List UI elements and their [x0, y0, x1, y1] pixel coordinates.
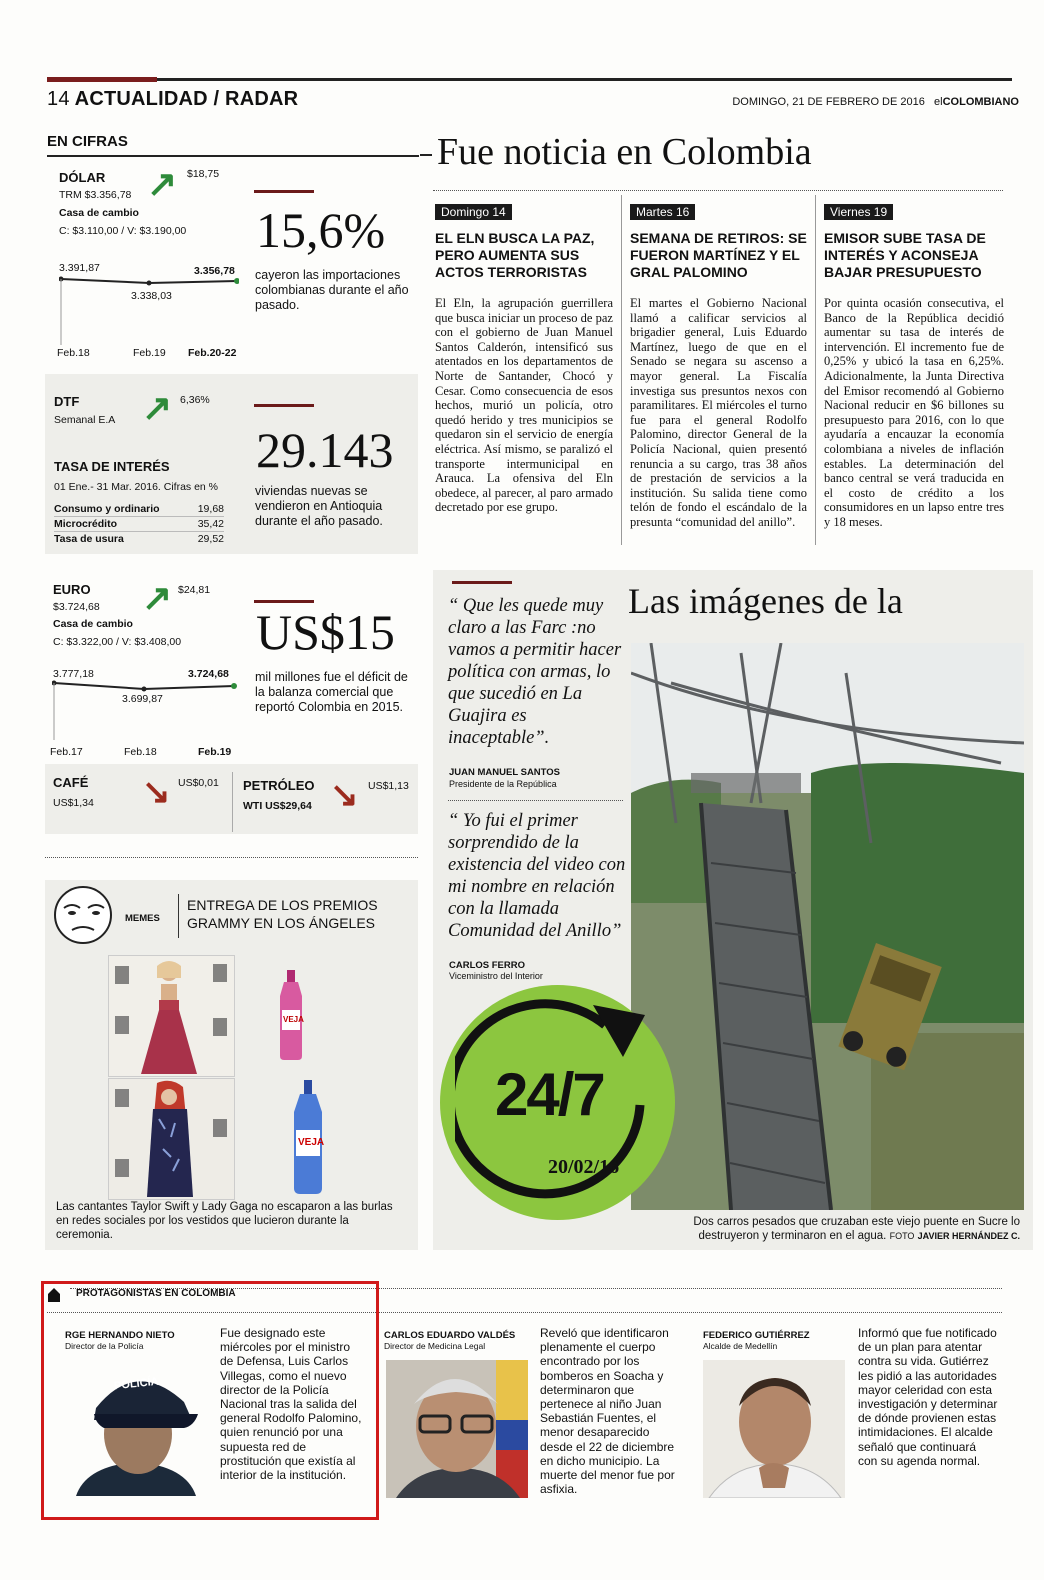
dolar-date-3: Feb.20-22 — [188, 347, 237, 359]
euro-casa-label: Casa de cambio — [53, 618, 133, 630]
quote-text: “ Yo fui el primer sorprendido de la existencia del video con mi nombre en relación con la llamada Comunidad del Anillo” — [448, 811, 626, 941]
column-divider — [621, 195, 622, 545]
person-text: Informó que fue notificado de un plan para atentar contra su vida. Gutiérrez les pidió a las autoridades mayor celeridad con esta investigación y determinar de dónde provienen estas intimidaciones. El alcalde señaló que continuará con su agenda normal. — [858, 1326, 998, 1468]
table-row — [54, 517, 224, 532]
tasa-row-name: Consumo y ordinario — [54, 503, 160, 515]
news-body: El Eln, la agrupación guerrillera que busca iniciar un proceso de paz con el gobierno de Juan Manuel Santos Calderón, intensificó sus atentados en los departamentos de Norte de Santander, Chocó y Cesar. Como consecuencia de esos hechos, murió un policía, otro quedó herido y tres municipios se quedaron sin el servicio de energía eléctrica. Así mismo, se paralizó el transporte intermunicipal en Arauca. La ofensiva del Eln obedece, al parecer, al paro armado decretado por ese grupo. — [435, 296, 613, 515]
day-tag: Martes 16 — [630, 204, 695, 220]
fact-text-2: viviendas nuevas se vendieron en Antioquia durante el año pasado. — [255, 484, 383, 528]
quote-role: Viceministro del Interior — [449, 971, 543, 981]
cafe-price: US$1,34 — [53, 797, 94, 809]
memes-tag: MEMES — [125, 913, 160, 924]
section-name: ACTUALIDAD — [74, 88, 208, 110]
euro-price: $3.724,68 — [53, 601, 100, 613]
person-role: Alcalde de Medellín — [703, 1341, 778, 1351]
badge-date: 20/02/16 — [548, 1156, 620, 1178]
noticias-title: Fue noticia en Colombia — [437, 131, 812, 173]
person-name: CARLOS EDUARDO VALDÉS — [384, 1330, 516, 1341]
person-role: Director de Medicina Legal — [384, 1341, 486, 1351]
news-headline: EL ELN BUSCA LA PAZ, PERO AUMENTA SUS ACTOS TERRORISTAS — [435, 230, 595, 280]
euro-date-1: Feb.17 — [50, 746, 83, 758]
highlight-box — [41, 1281, 379, 1520]
euro-change: $24,81 — [178, 584, 211, 596]
photo-credit: JAVIER HERNÁNDEZ C. — [917, 1231, 1020, 1241]
veja-label: VEJA — [283, 1015, 304, 1024]
credit-label: FOTO — [889, 1231, 915, 1241]
cap-text: POLICÍA — [113, 1375, 160, 1393]
rule-connector — [420, 154, 432, 156]
quote-text: “ Que les quede muy claro a las Farc :no vamos a permitir hacer política con armas, lo que sucedió en La Guajira es inaceptable”. — [448, 596, 622, 748]
dtf-label: DTF — [54, 394, 80, 409]
day-tag: Viernes 19 — [824, 204, 893, 220]
fact-rule-2 — [254, 404, 314, 407]
dolar-point-2: 3.338,03 — [131, 290, 172, 302]
divider — [433, 190, 1003, 191]
dolar-trm: TRM $3.356,78 — [59, 189, 132, 201]
arrow-down-icon: ↘ — [330, 776, 359, 814]
news-headline: SEMANA DE RETIROS: SE FUERON MARTÍNEZ Y EL GRAL PALOMINO — [630, 230, 807, 280]
tasa-row-value: 19,68 — [197, 503, 224, 515]
dolar-casa-label: Casa de cambio — [59, 207, 139, 219]
badge-main-text: 24/7 — [495, 1061, 604, 1128]
euro-point-2: 3.699,87 — [122, 693, 163, 705]
petroleo-change: US$1,13 — [368, 780, 409, 792]
fact-figure-2: 29.143 — [256, 422, 394, 478]
fact-rule-1 — [254, 190, 314, 193]
header-accent-rule — [47, 77, 157, 82]
taylor-swift-photo — [108, 955, 235, 1077]
tasa-sub: 01 Ene.- 31 Mar. 2016. Cifras en % — [54, 481, 219, 493]
lady-gaga-photo — [108, 1078, 235, 1200]
euro-label: EURO — [53, 582, 91, 597]
date: DOMINGO, 21 DE FEBRERO DE 2016 — [732, 96, 925, 108]
memes-divider — [178, 894, 179, 938]
euro-sparkline — [52, 680, 238, 740]
person-photo-valdes — [386, 1360, 528, 1498]
divider — [448, 800, 623, 801]
arrow-up-icon: ↗ — [142, 577, 173, 618]
dtf-sub: Semanal E.A — [54, 414, 116, 426]
euro-date-3: Feb.19 — [198, 746, 232, 758]
cifras-rule — [47, 155, 419, 157]
divider — [45, 857, 418, 858]
euro-date-2: Feb.18 — [124, 746, 157, 758]
fact-rule-3 — [254, 600, 314, 603]
euro-point-1: 3.777,18 — [53, 668, 94, 680]
tasa-table — [54, 502, 224, 546]
fact-text-3: mil millones fue el déficit de la balanza comercial que reportó Colombia en 2015. — [255, 670, 408, 714]
euro-casa-values: C: $3.322,00 / V: $3.408,00 — [53, 636, 182, 648]
memes-caption: Las cantantes Taylor Swift y Lady Gaga no escaparon a las burlas en redes sociales por los vestidos que lucieron durante la ceremonia. — [56, 1201, 393, 1241]
tasa-row-value: 29,52 — [197, 533, 224, 545]
meme-face-icon — [50, 884, 120, 946]
dolar-point-3: 3.356,78 — [194, 265, 235, 277]
cafe-change: US$0,01 — [178, 777, 219, 789]
imagenes-title: Las imágenes de la — [628, 581, 903, 621]
protagonistas-title: PROTAGONISTAS EN COLOMBIA — [76, 1288, 236, 1299]
commodity-divider — [232, 772, 233, 832]
fact-figure-1: 15,6% — [256, 202, 386, 258]
brand-name: COLOMBIANO — [942, 96, 1019, 108]
quote-role: Presidente de la República — [449, 779, 557, 789]
person-role: Director de la Policía — [65, 1341, 144, 1351]
dolar-label: DÓLAR — [59, 170, 106, 185]
euro-point-3: 3.724,68 — [188, 668, 229, 680]
news-body: El martes el Gobierno Nacional llamó a calificar servicios al brigadier general, Luis Eduardo Martínez, luego de que en el Senado se negara su ascenso a mayor general. La Fiscalía investiga sus presuntos nexos con paramilitares. El miércoles el turno fue para el general Rodolfo Palomino, director General de la Policía Nacional, quien presentó renuncia a su cargo, tras 38 años de prestación de servicios a la institución. Su salida tiene como telón de fondo el escándalo de la presunta “comunidad del anillo”. — [630, 296, 807, 529]
arrow-down-icon: ↘ — [142, 773, 171, 811]
person-text: Reveló que identificaron plenamente el cuerpo encontrado por los bomberos en Soacha y determinaron que pertenece al niño Juan Sebastián Fuentes, el menor desaparecido desde el 22 de diciembre en dicho municipio. La muerte del menor fue por asfixia. — [540, 1326, 675, 1497]
veja-bottle-pink-icon — [276, 970, 306, 1060]
petroleo-price: WTI US$29,64 — [243, 800, 312, 812]
fact-figure-3: US$15 — [256, 604, 395, 660]
dolar-point-1: 3.391,87 — [59, 262, 100, 274]
bridge-photo — [631, 643, 1024, 1210]
dolar-sparkline — [59, 275, 239, 345]
photo-caption — [640, 1215, 1020, 1243]
dolar-date-2: Feb.19 — [133, 347, 166, 359]
dateline — [732, 96, 1019, 108]
cifras-title: EN CIFRAS — [47, 133, 128, 150]
dolar-change: $18,75 — [187, 168, 220, 180]
fact-text-1: cayeron las importaciones colombianas durante el año pasado. — [255, 268, 409, 312]
table-row — [54, 502, 224, 517]
petroleo-label: PETRÓLEO — [243, 778, 315, 793]
cafe-label: CAFÉ — [53, 775, 89, 790]
person-photo-gutierrez — [703, 1360, 845, 1498]
column-divider — [815, 195, 816, 545]
veja-bottle-blue-icon — [288, 1080, 328, 1195]
news-headline: EMISOR SUBE TASA DE INTERÉS Y ACONSEJA BAJAR PRESUPUESTO — [824, 230, 986, 280]
table-row — [54, 532, 224, 546]
person-text: Fue designado este miércoles por el ministro de Defensa, Luis Carlos Villegas, como el nuevo director de la Policía Nacional tras la salida del general Rodolfo Palomino, quien renunció por una supuesta red de prostitución que existía al interior de la institución. — [220, 1326, 362, 1483]
dolar-casa-values: C: $3.110,00 / V: $3.190,00 — [59, 225, 187, 237]
news-body: Por quinta ocasión consecutiva, el Banco de la República decidió aumentar su tasa de interés de intervención. El incremento fue de 0,25% y ubicó la tasa en 6,25%. Adicionalmente, la Junta Directiva del Emisor recomendó al Gobierno Nacional reducir en $6 billones su presupuesto para 2016, con lo que ayudaría a encauzar la economía colombiana a niveles de inflación estables. La determinación del banco central se verá traducida en el costo de crédito a los consumidores en un lapso entre tres y 18 meses. — [824, 296, 1004, 529]
person-name: RGE HERNANDO NIETO — [65, 1330, 175, 1341]
tasa-label: TASA DE INTERÉS — [54, 459, 170, 474]
dtf-change: 6,36% — [180, 394, 210, 406]
header-rule — [47, 78, 1012, 81]
person-name: FEDERICO GUTIÉRREZ — [703, 1330, 810, 1341]
arrow-up-icon: ↗ — [142, 387, 173, 428]
tasa-row-value: 35,42 — [197, 518, 224, 530]
brand-prefix: el — [934, 96, 943, 108]
subsection-name: RADAR — [225, 88, 299, 110]
arrow-up-icon: ↗ — [147, 163, 178, 204]
quote-rule — [452, 581, 512, 584]
page-number: 14 — [47, 88, 70, 110]
veja-label: VEJA — [298, 1137, 325, 1148]
section-header: 14 ACTUALIDAD / RADAR — [47, 88, 299, 110]
memes-title: ENTREGA DE LOS PREMIOS GRAMMY EN LOS ÁNGELES — [187, 897, 378, 931]
tasa-row-name: Microcrédito — [54, 518, 118, 530]
day-tag: Domingo 14 — [435, 204, 512, 220]
dolar-panel — [47, 160, 247, 365]
quote-author: CARLOS FERRO — [449, 960, 525, 971]
caption-text: Dos carros pesados que cruzaban este viejo puente en Sucre lo destruyeron y terminaron en el agua. — [693, 1216, 1020, 1242]
quote-author: JUAN MANUEL SANTOS — [449, 767, 561, 778]
tasa-row-name: Tasa de usura — [54, 533, 124, 545]
dolar-date-1: Feb.18 — [57, 347, 90, 359]
